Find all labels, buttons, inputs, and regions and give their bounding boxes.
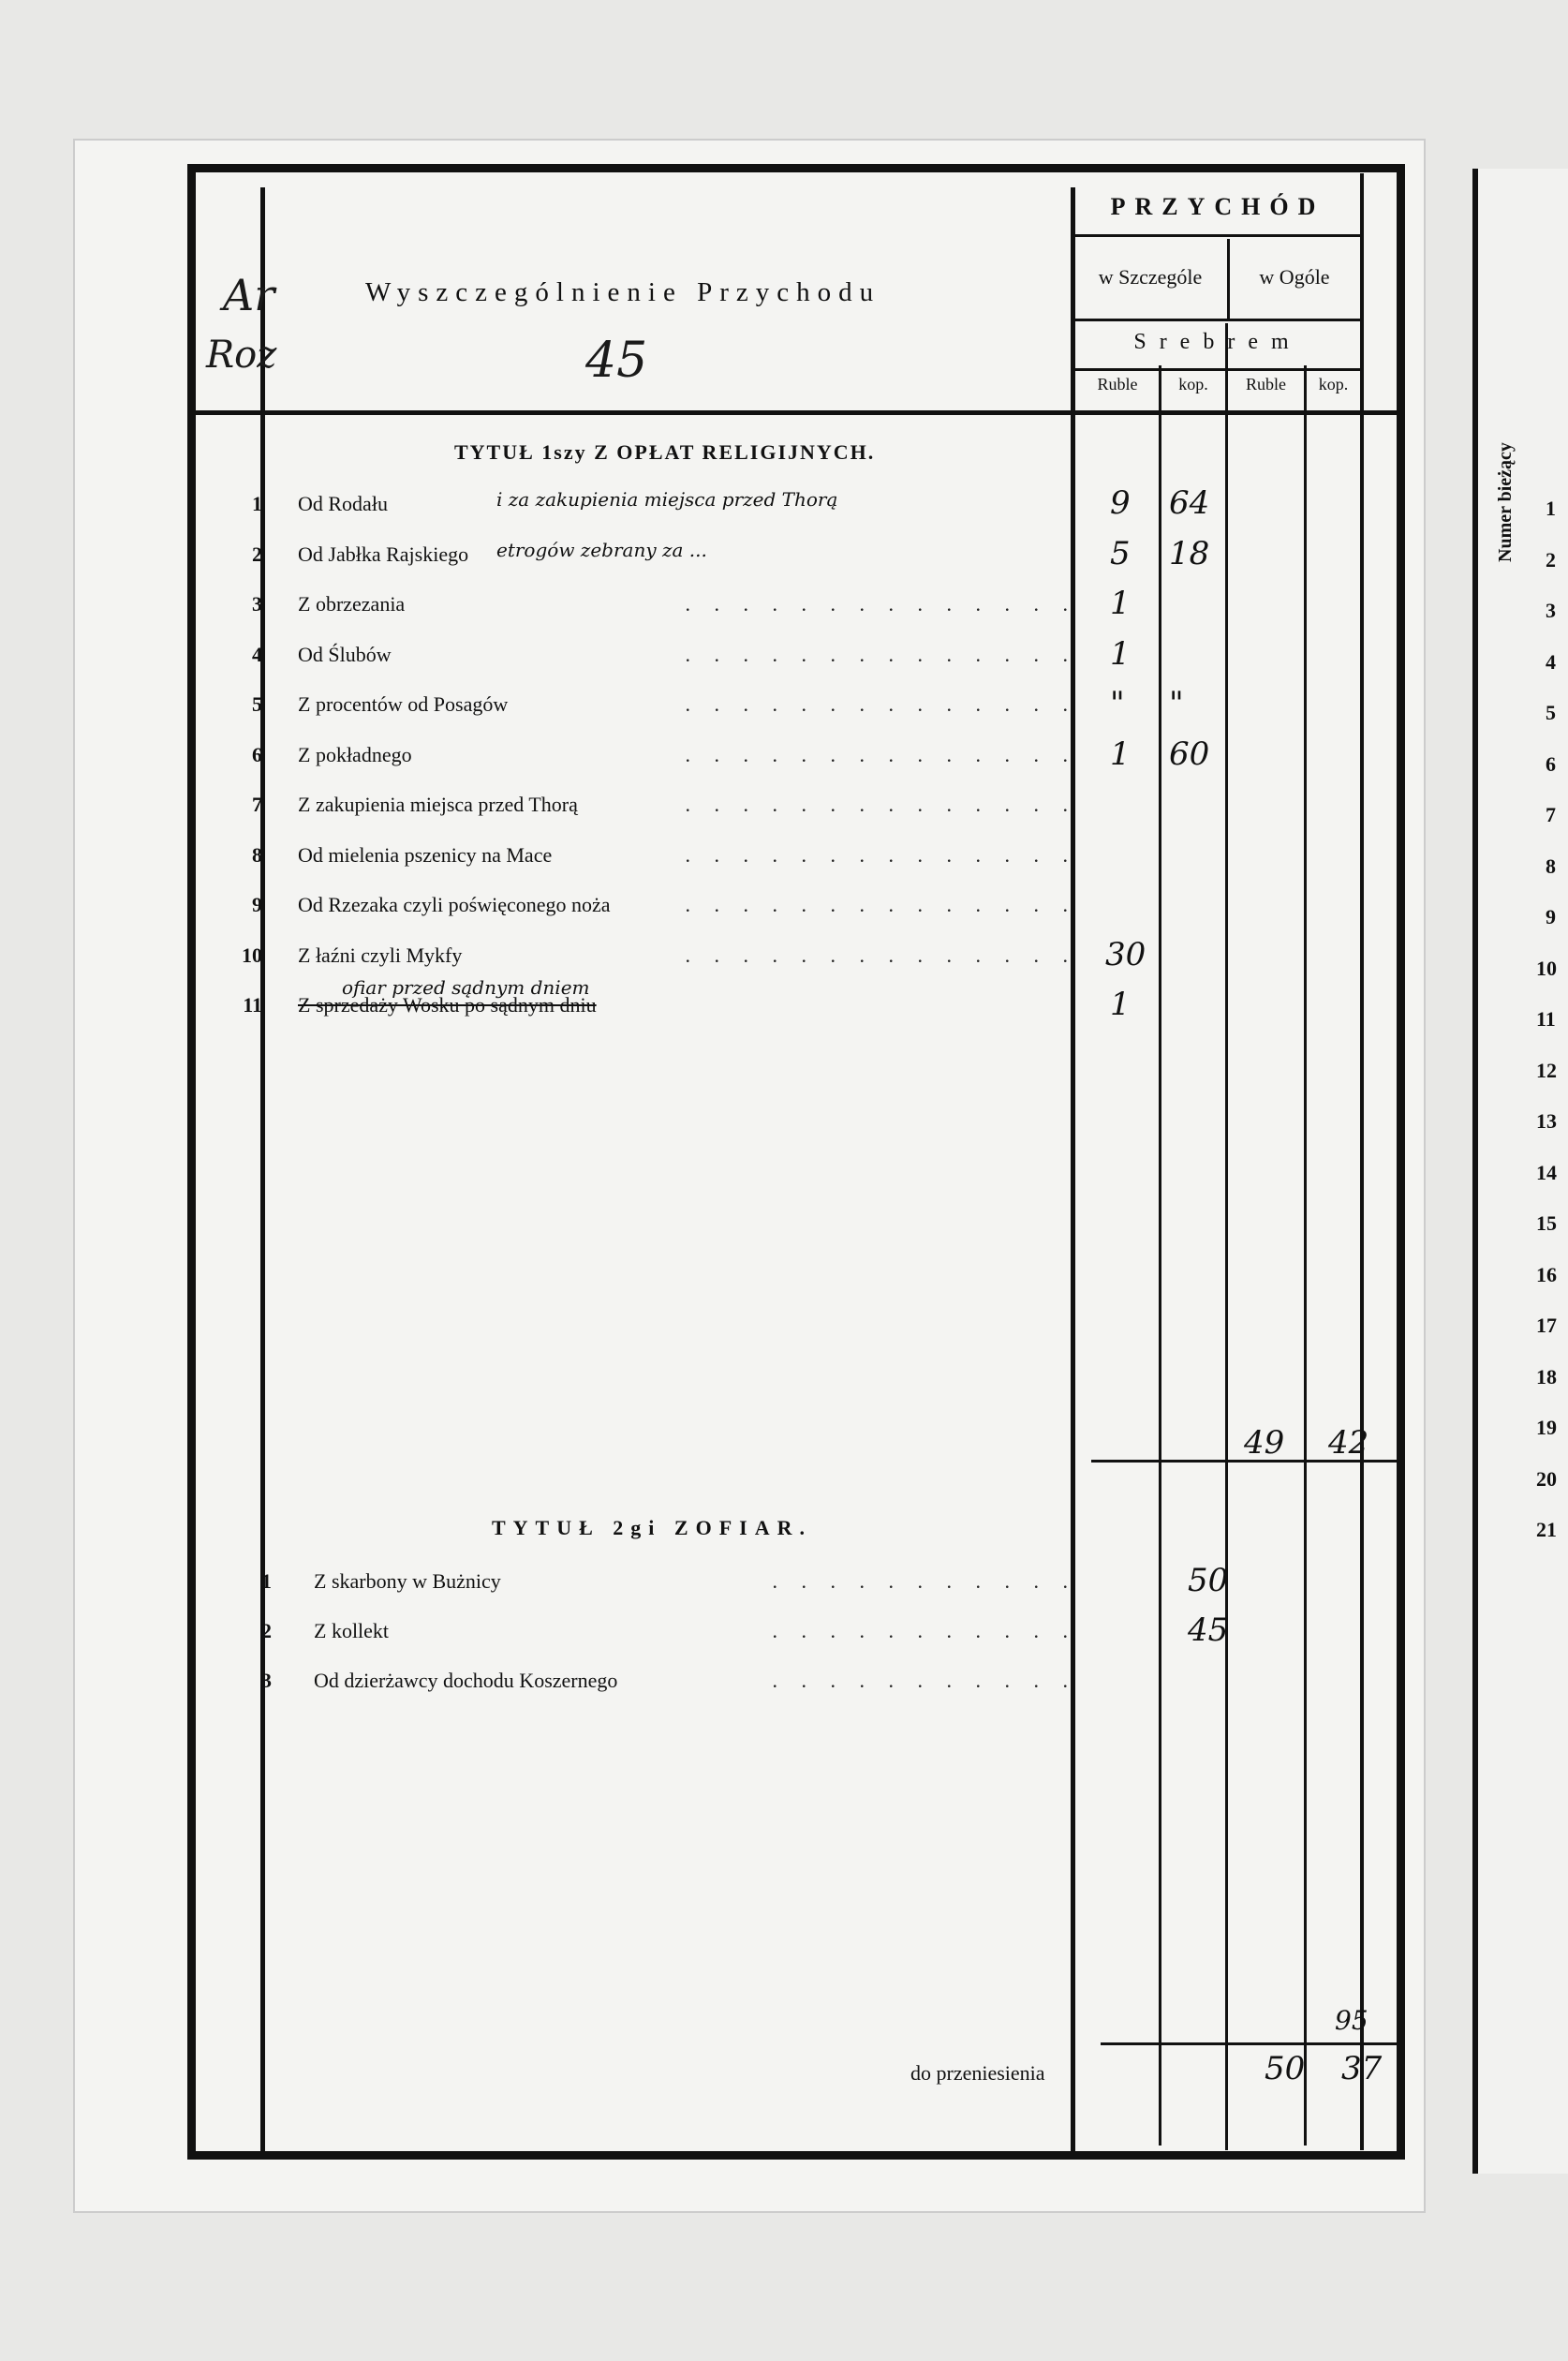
- row-value-ruble: 1: [1110, 585, 1131, 622]
- unit-ruble-2: Ruble: [1246, 375, 1286, 394]
- section-1-total-rub: 49: [1244, 1424, 1285, 1462]
- right-page-number: 12: [1536, 1058, 1557, 1082]
- row-value-ruble: 1: [1110, 735, 1131, 773]
- row-leader-dots: . . . . . . . . . . . . . .: [685, 842, 1077, 867]
- ledger-row: [187, 1669, 1087, 1715]
- carry-small: 95: [1335, 2005, 1368, 2036]
- row-label: Z łaźni czyli Mykfy: [298, 943, 463, 967]
- ledger-row: [187, 488, 1087, 539]
- row-handwritten-note: etrogów zebrany za ...: [496, 538, 707, 561]
- ledger-row: [187, 592, 1087, 639]
- kop2-line: [1304, 365, 1307, 2146]
- row-value-ruble: 5: [1110, 534, 1131, 572]
- row-leader-dots: . . . . . . . . . . .: [772, 1669, 1077, 1692]
- carry-label: do przeniesienia: [910, 2061, 1045, 2085]
- header-line-3: [1072, 368, 1363, 371]
- row-value-ruble: 9: [1110, 484, 1131, 522]
- row-leader-dots: . . . . . . . . . . . . . .: [685, 893, 1077, 916]
- section-1-total-kop: 42: [1328, 1424, 1369, 1462]
- row-value-kop: 18: [1169, 534, 1210, 572]
- row-label: Od Rzezaka czyli poświęconego noża: [298, 893, 611, 916]
- row-number: 1: [252, 492, 262, 515]
- row-label: Z procentów od Posagów: [298, 692, 509, 716]
- ledger-row: [187, 1619, 1087, 1666]
- header-bottom-line: [187, 410, 1405, 415]
- right-page-number: 11: [1536, 1007, 1556, 1031]
- row-label: Z skarbony w Bużnicy: [314, 1569, 501, 1593]
- row-value-kop: 50: [1188, 1562, 1229, 1599]
- row-value-ruble: ": [1110, 685, 1125, 722]
- ledger-row: [187, 976, 1087, 1040]
- row-leader-dots: . . . . . . . . . . . . . .: [685, 793, 1077, 816]
- ledger-row: [187, 893, 1087, 940]
- w-szczegole-heading: w Szczególe: [1098, 265, 1203, 289]
- row-label: Z sprzedaży Wosku po sądnym dniu: [298, 993, 597, 1017]
- amount-column-line: [1071, 187, 1075, 2155]
- row-number: 2: [252, 542, 262, 566]
- w-ogole-heading: w Ogóle: [1259, 265, 1330, 289]
- right-page-number: 8: [1546, 854, 1556, 878]
- right-page-number: 14: [1536, 1160, 1557, 1184]
- right-page-number: 18: [1536, 1364, 1557, 1388]
- unit-kop-2: kop.: [1318, 375, 1349, 394]
- right-page-number: 20: [1536, 1466, 1557, 1491]
- row-value-ruble: 1: [1110, 634, 1131, 673]
- right-page-number: 17: [1536, 1314, 1557, 1337]
- kop1-line: [1159, 365, 1161, 2146]
- srebrem-heading: Srebrem: [1133, 330, 1302, 354]
- ledger-row: [187, 793, 1087, 839]
- header-line-1: [1072, 234, 1363, 237]
- ledger-row: [187, 743, 1087, 790]
- row-number: 2: [261, 1619, 272, 1642]
- przychod-heading: PRZYCHÓD: [1110, 193, 1325, 220]
- ledger-row: [187, 1569, 1087, 1616]
- row-label: Z obrzezania: [298, 592, 406, 616]
- row-leader-dots: . . . . . . . . . . . . . .: [685, 943, 1077, 967]
- section-2-title: TYTUŁ 2gi ZOFIAR.: [492, 1516, 812, 1539]
- row-label: Z zakupienia miejsca przed Thorą: [298, 793, 578, 816]
- carry-kop: 37: [1341, 2050, 1383, 2087]
- right-page-number: 19: [1536, 1416, 1557, 1439]
- row-value-kop: ": [1169, 685, 1184, 722]
- unit-kop-1: kop.: [1178, 375, 1208, 394]
- ledger-row: [187, 643, 1087, 690]
- right-page-number: 4: [1546, 649, 1556, 674]
- right-page-number: 2: [1546, 547, 1556, 572]
- row-leader-dots: . . . . . . . . . . . . . .: [685, 642, 1077, 666]
- row-number: 1: [261, 1569, 272, 1593]
- row-leader-dots: . . . . . . . . . . . . . .: [685, 592, 1077, 616]
- right-page-number: 1: [1546, 497, 1556, 520]
- carry-line: [1101, 2042, 1400, 2045]
- right-page-heading: Numer bieżący: [1495, 442, 1516, 562]
- row-leader-dots: . . . . . . . . . . . . . .: [685, 692, 1077, 716]
- ledger-row: [187, 692, 1087, 739]
- right-page-number: 16: [1536, 1262, 1557, 1286]
- right-page-strip: [1472, 169, 1568, 2174]
- ledger-row: [187, 843, 1087, 890]
- row-label: Od mielenia pszenicy na Mace: [298, 842, 553, 867]
- right-page-number: 3: [1546, 599, 1556, 622]
- right-page-number: 21: [1536, 1518, 1557, 1541]
- row-leader-dots: . . . . . . . . . . . . . .: [685, 742, 1077, 766]
- row-handwritten-note: ofiar przed sądnym dniem: [342, 976, 590, 999]
- row-number: 7: [252, 793, 262, 816]
- row-number: 5: [252, 692, 262, 716]
- right-page-number: 10: [1536, 956, 1557, 980]
- row-number: 6: [252, 742, 262, 766]
- right-page-number: 9: [1546, 905, 1556, 928]
- row-number: 10: [242, 943, 262, 967]
- carry-rub: 50: [1265, 2050, 1306, 2087]
- right-amount-line: [1360, 173, 1364, 2150]
- row-label: Z pokładnego: [298, 742, 412, 766]
- row-value-kop: 64: [1169, 484, 1210, 522]
- header-line-2: [1072, 319, 1363, 321]
- right-page-number: 13: [1536, 1109, 1557, 1133]
- row-handwritten-note: i za zakupienia miejsca przed Thorą: [496, 488, 838, 511]
- row-value-kop: 45: [1188, 1611, 1229, 1649]
- row-number: 8: [252, 842, 262, 867]
- row-number: 4: [252, 642, 262, 666]
- hand-mark-roz: Roz: [206, 334, 277, 377]
- right-page-number: 5: [1546, 701, 1556, 724]
- row-label: Od Jabłka Rajskiego: [298, 542, 469, 566]
- ledger-row: [187, 538, 1087, 589]
- unit-ruble-1: Ruble: [1097, 375, 1138, 394]
- right-page-number: 7: [1546, 803, 1556, 826]
- row-number: 3: [252, 592, 262, 616]
- row-number: 9: [252, 893, 262, 916]
- right-page-number: 6: [1546, 751, 1556, 776]
- ledger-row: [187, 943, 1087, 990]
- row-value-ruble: 30: [1105, 935, 1146, 973]
- num-column-line: [260, 187, 265, 2155]
- column-title: Wyszczególnienie Przychodu: [365, 277, 881, 307]
- hand-mark-ar: Ar: [223, 270, 275, 320]
- row-label: Z kollekt: [314, 1619, 390, 1642]
- row-leader-dots: . . . . . . . . . . .: [772, 1569, 1077, 1593]
- right-page-number: 15: [1536, 1211, 1557, 1235]
- row-value-kop: 60: [1169, 735, 1210, 773]
- row-leader-dots: . . . . . . . . . . .: [772, 1619, 1077, 1642]
- ogole-line: [1225, 323, 1228, 2150]
- hand-mark-number: 45: [585, 333, 648, 389]
- row-label: Od dzierżawcy dochodu Koszernego: [314, 1669, 618, 1692]
- row-label: Od Rodału: [298, 492, 388, 515]
- row-value-ruble: 1: [1110, 986, 1131, 1023]
- row-number: 3: [261, 1669, 272, 1692]
- section-1-title: TYTUŁ 1szy Z OPŁAT RELIGIJNYCH.: [454, 440, 876, 464]
- row-number: 11: [243, 993, 262, 1017]
- row-label: Od Ślubów: [298, 642, 392, 666]
